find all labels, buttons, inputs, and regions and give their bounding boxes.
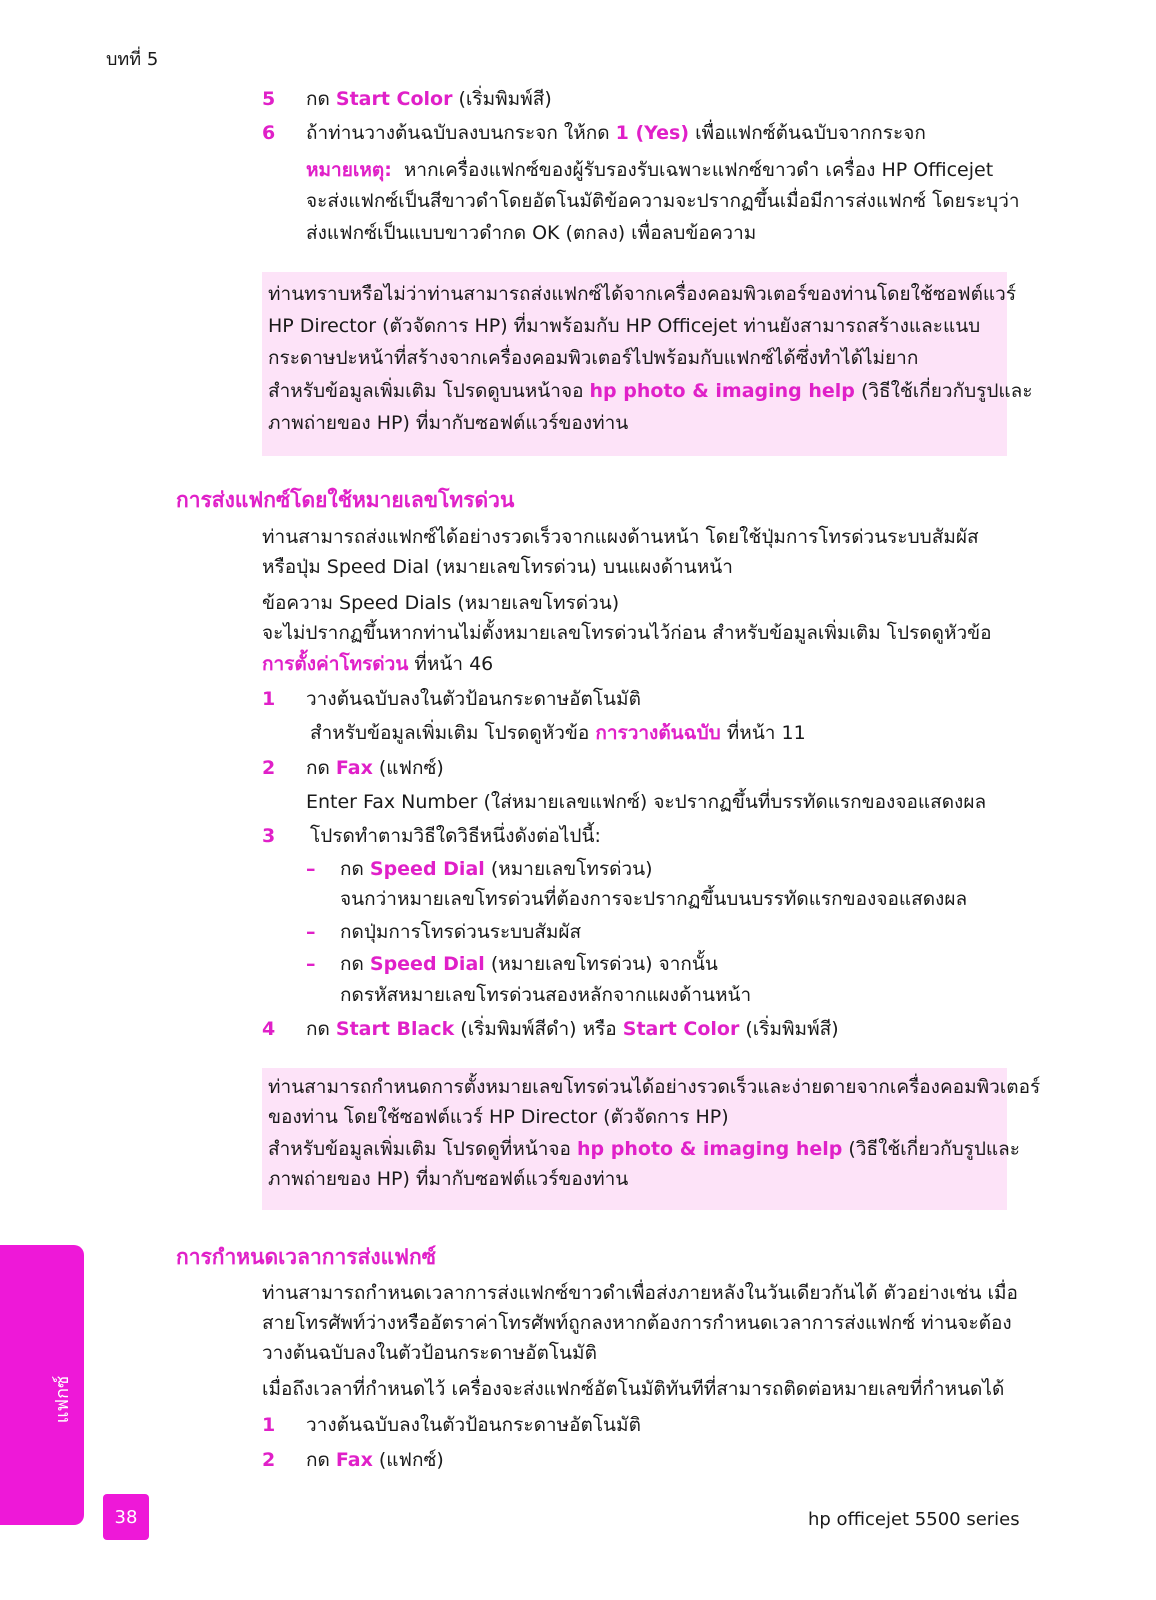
paragraph-line: ท่านสามารถกำหนดเวลาการส่งแฟกซ์ขาวดำเพื่อส่งภายหลังในวันเดียวกันได้ ตัวอย่างเช่น เมื่อ [262,1282,1018,1304]
step-subtext: Enter Fax Number (ใส่หมายเลขแฟกซ์) จะปรากฏขึ้นที่บรรทัดแรกของจอแสดงผล [306,791,987,813]
cross-ref-link[interactable]: การวางต้นฉบับ [595,722,721,744]
tip-line-2: HP Director (ตัวจัดการ HP) ที่มาพร้อมกับ HP Officejet ท่านยังสามารถสร้างและแนบ [268,315,981,337]
note-line-1: หมายเหตุ: หากเครื่องแฟกซ์ของผู้รับรองรับเฉพาะแฟกซ์ขาวดำ เครื่อง HP Officejet [306,159,994,181]
step-number: 2 [262,1449,276,1471]
step-number: 2 [262,757,276,779]
note-line-2: จะส่งแฟกซ์เป็นสีขาวดำโดยอัตโนมัติข้อความจะปรากฏขึ้นเมื่อมีการส่งแฟกซ์ โดยระบุว่า [306,190,1020,212]
step-text: กด Start Black (เริ่มพิมพ์สีดำ) หรือ Start Color (เริ่มพิมพ์สี) [306,1018,839,1040]
bullet-dash: – [306,921,316,943]
help-link[interactable]: hp photo & imaging help [589,380,855,402]
step-number: 4 [262,1018,276,1040]
chapter-label: บทที่ 5 [106,49,159,70]
bullet-dash: – [306,953,316,975]
step-number: 1 [262,688,276,710]
section-heading: การส่งแฟกซ์โดยใช้หมายเลขโทรด่วน [176,488,515,512]
tip-line-3: สำหรับข้อมูลเพิ่มเติม โปรดดูที่หน้าจอ hp photo & imaging help (วิธีใช้เกี่ยวกับรูปและ [268,1138,1021,1160]
step-5-text: กด Start Color (เริ่มพิมพ์สี) [306,88,552,110]
page-number: 38 [103,1494,149,1540]
paragraph-line: หรือปุ่ม Speed Dial (หมายเลขโทรด่วน) บนแผงด้านหน้า [262,556,733,578]
step-text: วางต้นฉบับลงในตัวป้อนกระดาษอัตโนมัติ [306,1414,641,1436]
tip-line-3: กระดาษปะหน้าที่สร้างจากเครื่องคอมพิวเตอร์ไปพร้อมกับแฟกซ์ได้ซึ่งทำได้ไม่ยาก [268,347,919,369]
step-number: 5 [262,88,276,110]
bullet-subtext: จนกว่าหมายเลขโทรด่วนที่ต้องการจะปรากฏขึ้นบนบรรทัดแรกของจอแสดงผล [340,888,968,910]
bullet-subtext: กดรหัสหมายเลขโทรด่วนสองหลักจากแผงด้านหน้า [340,984,752,1006]
paragraph-line: ข้อความ Speed Dials (หมายเลขโทรด่วน) [262,592,620,614]
note-line-3: ส่งแฟกซ์เป็นแบบขาวดำกด OK (ตกลง) เพื่อลบข้อความ [306,222,757,244]
section-heading: การกำหนดเวลาการส่งแฟกซ์ [176,1245,436,1269]
bullet-text: กด Speed Dial (หมายเลขโทรด่วน) [340,858,653,880]
tip-line-1: ท่านทราบหรือไม่ว่าท่านสามารถส่งแฟกซ์ได้จากเครื่องคอมพิวเตอร์ของท่านโดยใช้ซอฟต์แวร์ [268,283,1017,305]
step-text: กด Fax (แฟกซ์) [306,757,444,779]
step-6-text: ถ้าท่านวางต้นฉบับลงบนกระจก ให้กด 1 (Yes) เพื่อแฟกซ์ต้นฉบับจากกระจก [306,122,926,144]
bullet-dash: – [306,858,316,880]
paragraph-line: สายโทรศัพท์ว่างหรืออัตราค่าโทรศัพท์ถูกลงหากต้องการกำหนดเวลาการส่งแฟกซ์ ท่านจะต้อง [262,1312,1012,1334]
tip-line-4: สำหรับข้อมูลเพิ่มเติม โปรดดูบนหน้าจอ hp photo & imaging help (วิธีใช้เกี่ยวกับรูปและ [268,380,1033,402]
paragraph-line: ท่านสามารถส่งแฟกซ์ได้อย่างรวดเร็วจากแผงด้านหน้า โดยใช้ปุ่มการโทรด่วนระบบสัมผัส [262,526,979,548]
step-text: โปรดทำตามวิธีใดวิธีหนึ่งดังต่อไปนี้: [310,825,601,847]
step-subtext: สำหรับข้อมูลเพิ่มเติม โปรดดูหัวข้อ การวางต้นฉบับ ที่หน้า 11 [310,722,806,744]
tip-line-1: ท่านสามารถกำหนดการตั้งหมายเลขโทรด่วนได้อย่างรวดเร็วและง่ายดายจากเครื่องคอมพิวเตอร์ [268,1076,1041,1098]
footer-product-name: hp officejet 5500 series [808,1509,1020,1530]
step-text: วางต้นฉบับลงในตัวป้อนกระดาษอัตโนมัติ [306,688,641,710]
cross-ref-link[interactable]: การตั้งค่าโทรด่วน [262,653,409,675]
help-link[interactable]: hp photo & imaging help [577,1138,843,1160]
step-number: 3 [262,825,276,847]
bullet-text: กด Speed Dial (หมายเลขโทรด่วน) จากนั้น [340,953,718,975]
side-tab-label: แฟกซ์ [52,1375,74,1424]
paragraph-line: วางต้นฉบับลงในตัวป้อนกระดาษอัตโนมัติ [262,1342,597,1364]
bullet-text: กดปุ่มการโทรด่วนระบบสัมผัส [340,921,582,943]
paragraph-line: จะไม่ปรากฏขึ้นหากท่านไม่ตั้งหมายเลขโทรด่วนไว้ก่อน สำหรับข้อมูลเพิ่มเติม โปรดดูหัวข้อ [262,622,992,644]
step-number: 6 [262,122,276,144]
tip-line-4: ภาพถ่ายของ HP) ที่มากับซอฟต์แวร์ของท่าน [268,1168,629,1190]
tip-line-5: ภาพถ่ายของ HP) ที่มากับซอฟต์แวร์ของท่าน [268,412,629,434]
step-number: 1 [262,1414,276,1436]
step-text: กด Fax (แฟกซ์) [306,1449,444,1471]
paragraph-line: การตั้งค่าโทรด่วน ที่หน้า 46 [262,653,494,675]
tip-line-2: ของท่าน โดยใช้ซอฟต์แวร์ HP Director (ตัวจัดการ HP) [268,1106,729,1128]
paragraph-line: เมื่อถึงเวลาที่กำหนดไว้ เครื่องจะส่งแฟกซ์อัตโนมัติทันทีที่สามารถติดต่อหมายเลขที่กำหนดได้ [262,1378,1005,1400]
